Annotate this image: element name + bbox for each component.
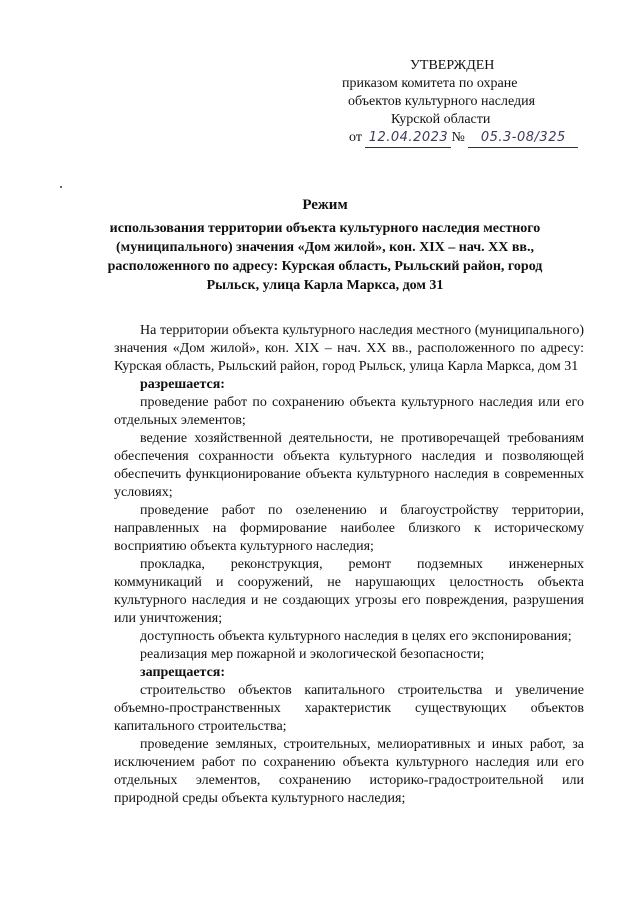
approval-line-3: Курской области <box>391 112 491 127</box>
approval-date-number-line <box>340 129 590 148</box>
scan-speck <box>60 186 62 188</box>
approval-heading: УТВЕРЖДЕН <box>410 58 495 73</box>
allowed-item: проведение работ по озеленению и благоустройству территории, направленных на формирование наиболее близкого к историческому восприятию объекта культурного наследия; <box>114 503 584 554</box>
handwritten-date: 12.04.2023 <box>365 129 451 148</box>
allowed-item: проведение работ по сохранению объекта культурного наследия или его отдельных элементов; <box>114 395 584 428</box>
allowed-label: разрешается: <box>140 377 225 392</box>
forbidden-item: проведение земляных, строительных, мелиоративных и иных работ, за исключением работ по сохранению объекта культурного наследия или его отдельных элементов, сохранению историко-градостроительной или природной среды объекта культурного наследия; <box>114 737 584 806</box>
title-subtitle: использования территории объекта культурного наследия местного (муниципального) значения «Дом жилой», кон. XIX – нач. XX вв., расположенного по адресу: Курская область, Рыльский район, город Рыльск, улица Карла Маркса, дом 31 <box>107 221 543 293</box>
allowed-item: прокладка, реконструкция, ремонт подземных инженерных коммуникаций и сооружений, не нарушающих целостность объекта культурного наследия и не создающих угрозы его повреждения, разрушения или уничтожения; <box>114 557 584 626</box>
forbidden-item: строительство объектов капитального строительства и увеличение объемно-пространственных характеристик существующих объектов капитального строительства; <box>114 683 584 734</box>
document-title <box>90 196 560 295</box>
approval-line-2: объектов культурного наследия <box>348 94 536 109</box>
intro-paragraph: На территории объекта культурного наследия местного (муниципального) значения «Дом жилой», кон. XIX – нач. XX вв., расположенного по адресу: Курская область, Рыльский район, город Рыльск, улица Карла Маркса, дом 31 <box>114 323 584 374</box>
approval-line-1: приказом комитета по охране <box>342 76 518 91</box>
title-main: Режим <box>302 197 348 213</box>
allowed-item: ведение хозяйственной деятельности, не противоречащей требованиям обеспечения сохранности объекта культурного наследия и позволяющей обеспечить функционирование объекта культурного наследия в современных условиях; <box>114 431 584 500</box>
document-body <box>114 322 584 808</box>
forbidden-label: запрещается: <box>140 665 226 680</box>
handwritten-number: 05.3-08/325 <box>468 129 578 148</box>
approval-block <box>340 57 590 148</box>
from-prefix: от <box>349 130 362 145</box>
number-prefix: № <box>451 130 465 145</box>
allowed-item: реализация мер пожарной и экологической безопасности; <box>140 647 485 662</box>
allowed-item: доступность объекта культурного наследия в целях его экспонирования; <box>140 629 572 644</box>
